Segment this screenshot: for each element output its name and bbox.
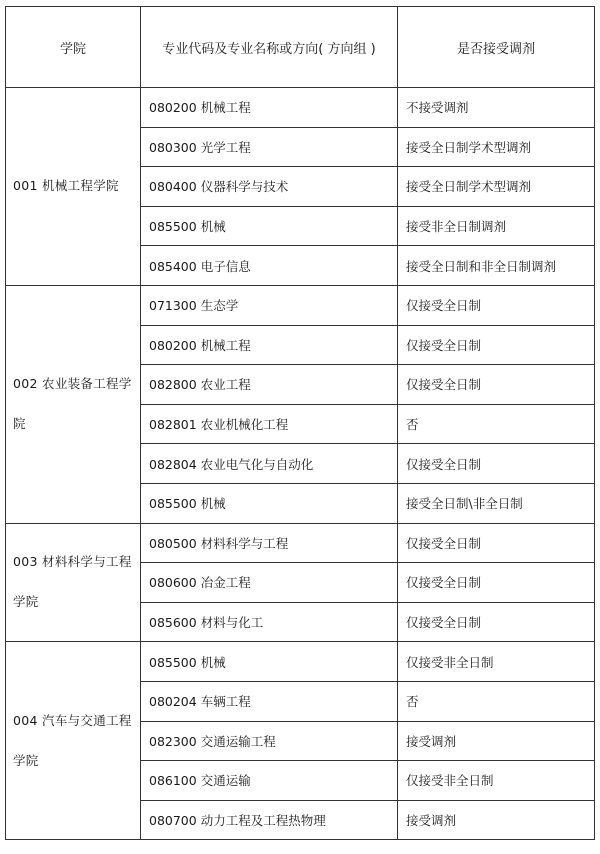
adjust-cell: 接受全日制\非全日制 xyxy=(398,483,595,523)
major-cell: 085500 机械 xyxy=(141,483,398,523)
major-cell: 080700 动力工程及工程热物理 xyxy=(141,800,398,840)
table-row xyxy=(6,523,595,563)
table-row xyxy=(6,285,595,325)
major-cell: 080204 车辆工程 xyxy=(141,681,398,721)
major-cell: 085400 电子信息 xyxy=(141,246,398,286)
college-cell: 003 材料科学与工程学院 xyxy=(6,523,141,642)
major-cell: 082804 农业电气化与自动化 xyxy=(141,444,398,484)
adjust-cell: 接受调剂 xyxy=(398,721,595,761)
major-cell: 085500 机械 xyxy=(141,206,398,246)
adjust-cell: 仅接受全日制 xyxy=(398,563,595,603)
major-cell: 080600 冶金工程 xyxy=(141,563,398,603)
header-adjust: 是否接受调剂 xyxy=(398,7,595,88)
college-cell: 004 汽车与交通工程学院 xyxy=(6,642,141,840)
adjust-cell: 接受全日制学术型调剂 xyxy=(398,167,595,207)
table-header-row xyxy=(6,7,595,88)
adjust-cell: 仅接受全日制 xyxy=(398,602,595,642)
adjustment-table xyxy=(5,6,595,840)
major-cell: 082800 农业工程 xyxy=(141,365,398,405)
adjust-cell: 仅接受非全日制 xyxy=(398,761,595,801)
adjust-cell: 仅接受全日制 xyxy=(398,444,595,484)
adjust-cell: 接受非全日制调剂 xyxy=(398,206,595,246)
major-cell: 085500 机械 xyxy=(141,642,398,682)
major-cell: 082300 交通运输工程 xyxy=(141,721,398,761)
table-row xyxy=(6,642,595,682)
adjust-cell: 仅接受全日制 xyxy=(398,523,595,563)
major-cell: 085600 材料与化工 xyxy=(141,602,398,642)
adjust-cell: 仅接受非全日制 xyxy=(398,642,595,682)
adjust-cell: 接受全日制学术型调剂 xyxy=(398,127,595,167)
major-cell: 080400 仪器科学与技术 xyxy=(141,167,398,207)
major-cell: 080200 机械工程 xyxy=(141,88,398,128)
adjust-cell: 接受调剂 xyxy=(398,800,595,840)
college-cell: 001 机械工程学院 xyxy=(6,88,141,286)
major-cell: 086100 交通运输 xyxy=(141,761,398,801)
table-row xyxy=(6,88,595,128)
adjust-cell: 仅接受全日制 xyxy=(398,325,595,365)
header-major: 专业代码及专业名称或方向( 方向组 ) xyxy=(141,7,398,88)
major-cell: 080500 材料科学与工程 xyxy=(141,523,398,563)
adjust-cell: 仅接受全日制 xyxy=(398,285,595,325)
major-cell: 082801 农业机械化工程 xyxy=(141,404,398,444)
adjust-cell: 否 xyxy=(398,681,595,721)
major-cell: 071300 生态学 xyxy=(141,285,398,325)
adjust-cell: 仅接受全日制 xyxy=(398,365,595,405)
college-cell: 002 农业装备工程学院 xyxy=(6,285,141,523)
adjust-cell: 否 xyxy=(398,404,595,444)
header-college: 学院 xyxy=(6,7,141,88)
adjust-cell: 不接受调剂 xyxy=(398,88,595,128)
adjust-cell: 接受全日制和非全日制调剂 xyxy=(398,246,595,286)
major-cell: 080300 光学工程 xyxy=(141,127,398,167)
major-cell: 080200 机械工程 xyxy=(141,325,398,365)
